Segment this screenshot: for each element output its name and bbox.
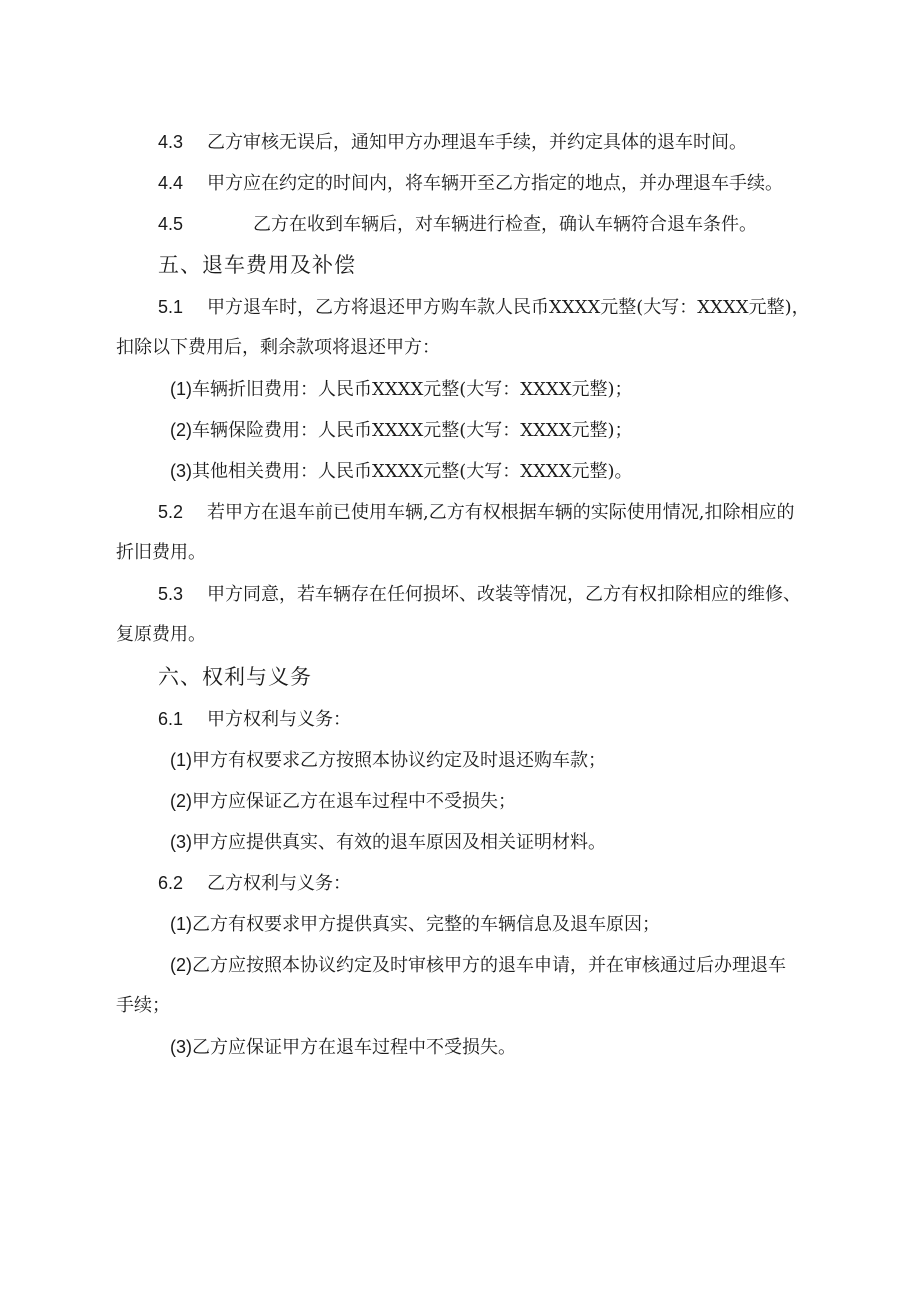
sub-item-number: (3) [170,461,192,481]
sub-item-text: 甲方应保证乙方在退车过程中不受损失； [192,791,516,812]
sub-item-number: (3) [170,832,192,852]
sub-item-number: (3) [170,1037,192,1057]
clause-4-3 [158,129,747,156]
clause-5-3 [158,581,801,608]
sub-item-text: 甲方应提供真实、有效的退车原因及相关证明材料。 [192,832,606,853]
clause-number: 5.1 [158,297,184,317]
clause-5-1-continuation: 扣除以下费用后，剩余款项将退还甲方： [116,337,440,358]
clause-text: 甲方应在约定的时间内，将车辆开至乙方指定的地点，并办理退车手续。 [207,173,784,194]
clause-4-4 [158,170,783,197]
clause-4-5 [158,211,757,238]
clause-5-2 [158,499,794,526]
clause-number: 4.5 [158,214,184,234]
sub-item-6-1-2 [170,788,516,815]
section-heading-6: 六、权利与义务 [158,665,312,689]
sub-item-6-2-2-continuation: 手续； [116,995,170,1016]
sub-item-6-2-1 [170,911,660,938]
clause-5-2-continuation: 折旧费用。 [116,542,206,563]
clause-text: 甲方权利与义务： [207,709,352,730]
sub-item-text: 甲方有权要求乙方按照本协议约定及时退还购车款； [192,750,606,771]
clause-text: 甲方同意，若车辆存在任何损坏、改装等情况，乙方有权扣除相应的维修、 [207,584,802,605]
sub-item-number: (2) [170,955,192,975]
sub-item-6-1-3 [170,829,606,856]
clause-text: 甲方退车时，乙方将退还甲方购车款人民币XXXX元整(大写：XXXX元整)， [207,297,810,318]
sub-item-5-1-1 [170,376,633,403]
sub-item-6-2-3 [170,1034,516,1061]
sub-item-number: (1) [170,379,192,399]
clause-5-3-continuation: 复原费用。 [116,624,206,645]
sub-item-6-1-1 [170,747,606,774]
clause-number: 4.3 [158,132,184,152]
sub-item-5-1-2 [170,417,633,444]
sub-item-6-2-2 [170,952,786,979]
clause-number: 5.3 [158,584,184,604]
clause-text: 乙方权利与义务： [207,873,352,894]
clause-6-2 [158,870,351,897]
clause-text: 乙方审核无误后，通知甲方办理退车手续，并约定具体的退车时间。 [207,132,748,153]
sub-item-text: 其他相关费用：人民币XXXX元整(大写：XXXX元整)。 [192,461,633,482]
clause-text: 若甲方在退车前已使用车辆,乙方有权根据车辆的实际使用情况,扣除相应的 [207,502,795,523]
clause-6-1 [158,706,351,733]
sub-item-number: (2) [170,420,192,440]
section-heading-5: 五、退车费用及补偿 [158,253,356,277]
sub-item-text: 乙方应保证甲方在退车过程中不受损失。 [192,1037,516,1058]
sub-item-text: 车辆折旧费用：人民币XXXX元整(大写：XXXX元整)； [192,379,633,400]
sub-item-text: 乙方有权要求甲方提供真实、完整的车辆信息及退车原因； [192,914,660,935]
sub-item-text: 车辆保险费用：人民币XXXX元整(大写：XXXX元整)； [192,420,633,441]
clause-number: 6.1 [158,709,184,729]
sub-item-number: (1) [170,914,192,934]
sub-item-number: (2) [170,791,192,811]
sub-item-number: (1) [170,750,192,770]
clause-number: 6.2 [158,873,184,893]
clause-number: 5.2 [158,502,184,522]
sub-item-5-1-3 [170,458,633,485]
sub-item-text: 乙方应按照本协议约定及时审核甲方的退车申请，并在审核通过后办理退车 [192,955,786,976]
clause-text: 乙方在收到车辆后，对车辆进行检查，确认车辆符合退车条件。 [253,214,758,235]
clause-number: 4.4 [158,173,184,193]
clause-5-1 [158,294,810,321]
